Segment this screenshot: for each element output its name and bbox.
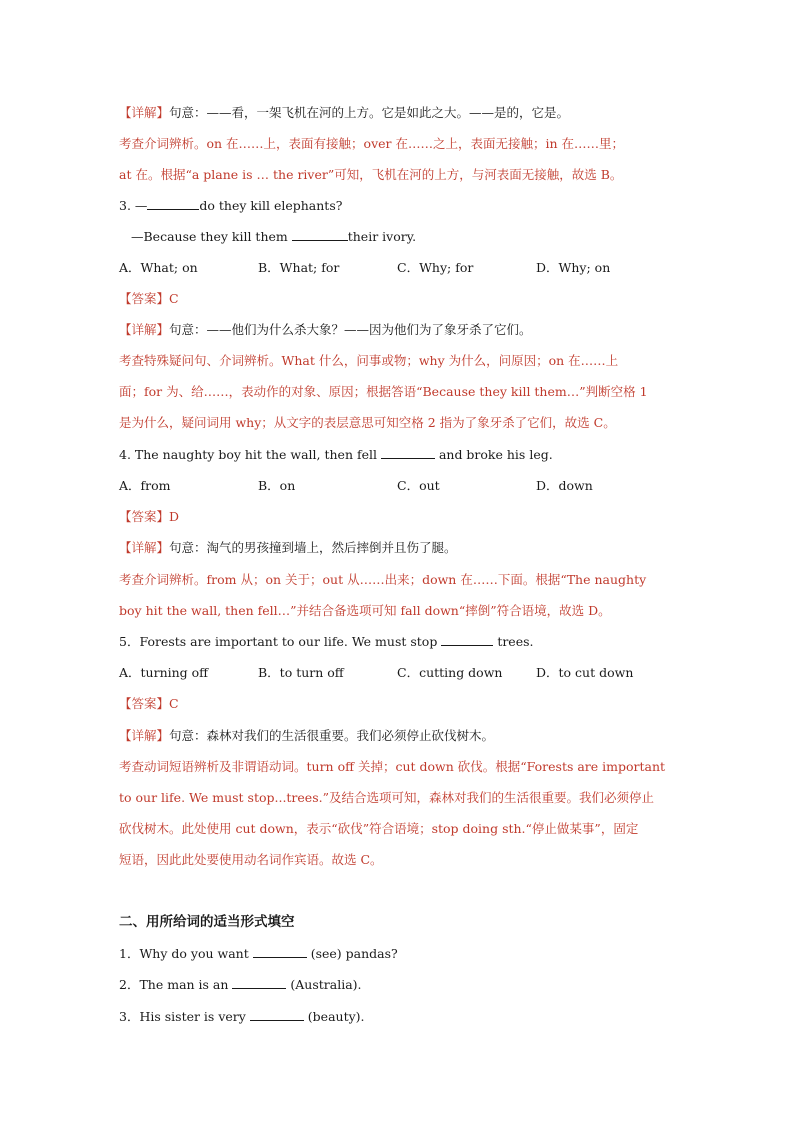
q3-option-c: C．Why; for bbox=[397, 260, 474, 275]
q4-option-d: D．down bbox=[536, 478, 593, 493]
q5-option-a: A．turning off bbox=[119, 665, 209, 680]
answer-blank bbox=[147, 197, 199, 210]
q3-option-b: B．What; for bbox=[258, 260, 340, 275]
q4-answer: 【答案】D bbox=[119, 509, 180, 524]
answer-blank bbox=[441, 633, 493, 646]
q4-detail-line-2: 考查介词辨析。from 从；on 关于；out 从……出来；down 在……下面。根据“The naughty bbox=[119, 572, 647, 587]
q5-detail-line-5: 短语，因此此处要使用动名词作宾语。故选 C。 bbox=[119, 852, 383, 867]
q4-option-b: B．on bbox=[258, 478, 296, 493]
q3-stem: 3. — do they kill elephants? bbox=[119, 198, 343, 213]
answer-blank bbox=[292, 228, 348, 241]
fill-item-1: 1．Why do you want (see) pandas? bbox=[119, 946, 398, 961]
answer-blank bbox=[232, 976, 286, 989]
fill-item-2: 2．The man is an (Australia). bbox=[119, 977, 362, 992]
answer-blank bbox=[381, 446, 435, 459]
q5-stem: 5．Forests are important to our life. We must stop trees. bbox=[119, 634, 534, 649]
q4-stem: 4. The naughty boy hit the wall, then fell and broke his leg. bbox=[119, 447, 553, 462]
q5-detail-line-1: 【详解】句意：森林对我们的生活很重要。我们必须停止砍伐树木。 bbox=[119, 728, 495, 743]
q5-option-d: D．to cut down bbox=[536, 665, 634, 680]
q5-answer: 【答案】C bbox=[119, 696, 179, 711]
q4-option-c: C．out bbox=[397, 478, 440, 493]
detail-tag: 【详解】 bbox=[119, 105, 170, 120]
q4-detail-line-1: 【详解】句意：淘气的男孩撞到墙上，然后摔倒并且伤了腿。 bbox=[119, 540, 457, 555]
q3-answer: 【答案】C bbox=[119, 291, 179, 306]
q3-detail-line-2: 考查特殊疑问句、介词辨析。What 什么，问事或物；why 为什么，问原因；on 在……上 bbox=[119, 353, 619, 368]
q3-stem-line-2: —Because they kill them their ivory. bbox=[131, 229, 417, 244]
q5-detail-line-3: to our life. We must stop...trees.”及结合选项可知，森林对我们的生活很重要。我们必须停止 bbox=[119, 790, 654, 805]
fill-item-3: 3．His sister is very (beauty). bbox=[119, 1009, 365, 1024]
q3-option-d: D．Why; on bbox=[536, 260, 611, 275]
q5-detail-line-2: 考查动词短语辨析及非谓语动词。turn off 关掉；cut down 砍伐。根据“Forests are important bbox=[119, 759, 666, 774]
q4-option-a: A．from bbox=[119, 478, 171, 493]
section-heading: 二、用所给词的适当形式填空 bbox=[119, 914, 295, 930]
q3-detail-line-3: 面；for 为、给……，表动作的对象、原因；根据答语“Because they kill them…”判断空格 1 bbox=[119, 384, 648, 399]
answer-blank bbox=[250, 1008, 304, 1021]
q2-detail-line-3: at 在。根据“a plane is … the river”可知，飞机在河的上方，与河表面无接触，故选 B。 bbox=[119, 167, 623, 182]
q5-option-c: C．cutting down bbox=[397, 665, 503, 680]
q2-detail-line-1: 【详解】句意：——看，一架飞机在河的上方。它是如此之大。——是的，它是。 bbox=[119, 105, 570, 120]
q3-option-a: A．What; on bbox=[119, 260, 198, 275]
q3-detail-line-1: 【详解】句意：——他们为什么杀大象？——因为他们为了象牙杀了它们。 bbox=[119, 322, 532, 337]
q5-option-b: B．to turn off bbox=[258, 665, 344, 680]
q5-detail-line-4: 砍伐树木。此处使用 cut down，表示“砍伐”符合语境；stop doing sth.“停止做某事”，固定 bbox=[119, 821, 639, 836]
q2-detail-line-2: 考查介词辨析。on 在……上，表面有接触；over 在……之上，表面无接触；in 在……里； bbox=[119, 136, 625, 151]
q3-detail-line-4: 是为什么，疑问词用 why；从文字的表层意思可知空格 2 指为了象牙杀了它们，故选 C。 bbox=[119, 415, 616, 430]
answer-blank bbox=[253, 945, 307, 958]
q4-detail-line-3: boy hit the wall, then fell…”并结合备选项可知 fall down“摔倒”符合语境，故选 D。 bbox=[119, 603, 611, 618]
